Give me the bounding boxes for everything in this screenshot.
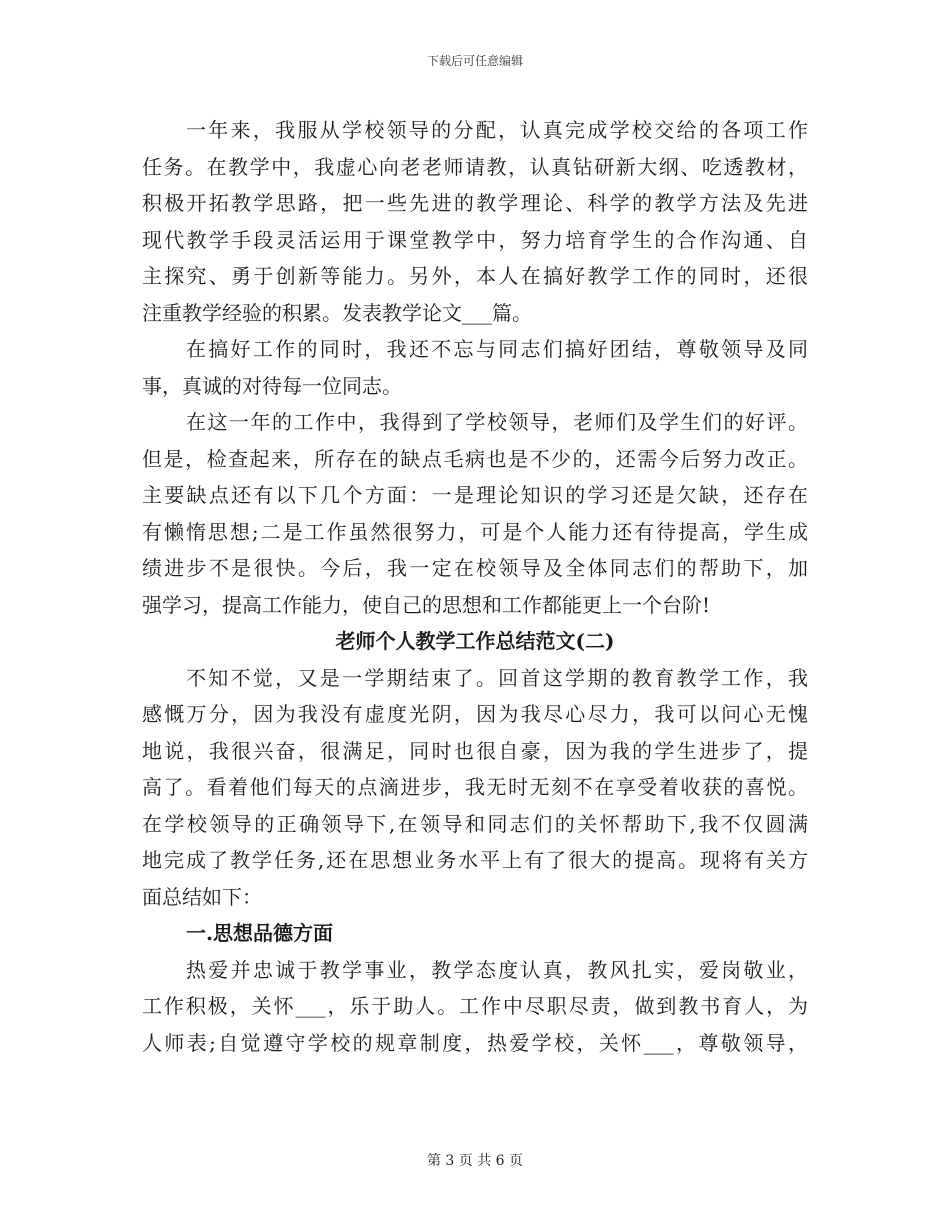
text-line: 不知不觉，又是一学期结束了。回首这学期的教育教学工作，我 [186,665,808,690]
text-line: 在这一年的工作中，我得到了学校领导，老师们及学生们的好评。 [186,410,808,434]
text-line: 面总结如下： [142,884,262,909]
text-line: 强学习，提高工作能力，使自己的思想和工作都能更上一个台阶! [142,592,711,617]
text-line: 但是，检查起来，所存在的缺点毛病也是不少的，还需今后努力改正。 [142,446,808,471]
page-footer: 第 3 页 共 6 页 [426,1153,524,1169]
text-line: 事，真诚的对待每一位同志。 [142,373,402,398]
paragraph [142,404,808,623]
text-line: 地完成了教学任务,还在思想业务水平上有了很大的提高。现将有关方 [142,848,808,872]
text-line: 人师表;自觉遵守学校的规章制度，热爱学校，关怀___，尊敬领导， [142,1030,808,1055]
text-line: 主要缺点还有以下几个方面：一是理论知识的学习还是欠缺，还存在 [142,483,808,507]
text-line: 工作积极，关怀___，乐于助人。工作中尽职尽责，做到教书育人，为 [142,994,808,1018]
text-line: 热爱并忠诚于教学事业，教学态度认真，教风扎实，爱岗敬业， [186,957,808,982]
text-line: 绩进步不是很快。今后，我一定在校领导及全体同志们的帮助下，加 [142,556,808,580]
subsection-heading: 一.思想品德方面 [186,921,333,945]
text-line: 高了。看着他们每天的点滴进步，我无时无刻不在享受着收获的喜悦。 [142,775,808,799]
paragraph [142,112,808,331]
text-line: 任务。在教学中，我虚心向老老师请教，认真钻研新大纲、吃透教材， [142,154,808,179]
text-line: 积极开拓教学思路，把一些先进的教学理论、科学的教学方法及先进 [142,191,808,215]
text-line: 主探究、勇于创新等能力。另外，本人在搞好教学工作的同时，还很 [142,264,808,288]
text-line: 一年来，我服从学校领导的分配，认真完成学校交给的各项工作 [186,118,808,142]
paragraph [142,331,808,404]
document-body [142,112,808,1061]
text-line: 注重教学经验的积累。发表教学论文___篇。 [142,300,532,325]
text-line: 有懒惰思想;二是工作虽然很努力，可是个人能力还有待提高，学生成 [142,519,808,544]
paragraph [142,952,808,1062]
paragraph [142,660,808,916]
text-line: 现代教学手段灵活运用于课堂教学中，努力培育学生的合作沟通、自 [142,227,808,252]
text-line: 在搞好工作的同时，我还不忘与同志们搞好团结，尊敬领导及同 [186,337,808,361]
text-line: 在学校领导的正确领导下,在领导和同志们的关怀帮助下,我不仅圆满 [142,811,808,836]
page-header: 下载后可任意编辑 [426,54,523,68]
section-title: 老师个人教学工作总结范文(二) [335,629,615,653]
text-line: 地说，我很兴奋，很满足，同时也很自豪，因为我的学生进步了，提 [142,738,808,763]
text-line: 感慨万分，因为我没有虚度光阴，因为我尽心尽力，我可以问心无愧 [142,702,808,726]
